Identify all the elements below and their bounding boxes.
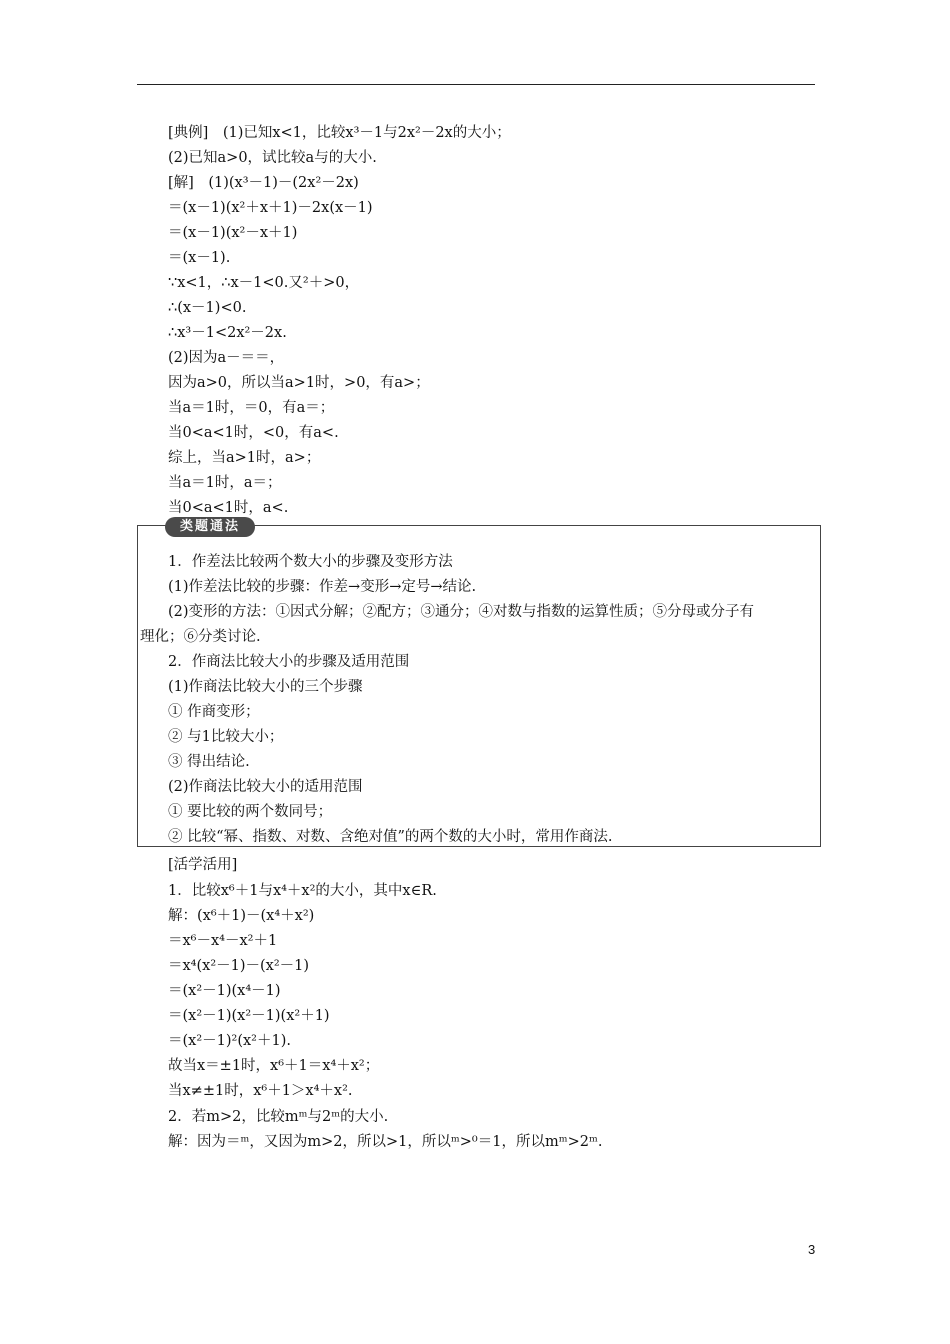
practice-line: 解：因为＝ᵐ，又因为m>2，所以>1，所以ᵐ>⁰＝1，所以mᵐ>2ᵐ. xyxy=(168,1134,603,1150)
summary-line: (2)作商法比较大小的适用范围 xyxy=(168,779,363,795)
summary-line: ② 与1比较大小； xyxy=(168,729,284,745)
example-line: 因为a>0，所以当a>1时，>0，有a>； xyxy=(168,375,430,391)
summary-line: ① 要比较的两个数同号； xyxy=(168,804,333,820)
practice-line: ＝(x²－1)(x⁴－1) xyxy=(168,983,281,999)
summary-line: (1)作差法比较的步骤：作差→变形→定号→结论. xyxy=(168,579,477,595)
summary-line: (1)作商法比较大小的三个步骤 xyxy=(168,679,363,695)
example-line: [典例] (1)已知x<1，比较x³－1与2x²－2x的大小； xyxy=(168,125,511,141)
summary-line: ③ 得出结论. xyxy=(168,754,250,770)
summary-line: ② 比较“幂、指数、对数、含绝对值”的两个数的大小时，常用作商法. xyxy=(168,829,613,845)
example-line: (2)已知a>0，试比较a与的大小. xyxy=(168,150,377,166)
summary-badge: 类题通法 xyxy=(165,517,255,537)
example-line: ＝(x－1)(x²－x＋1) xyxy=(168,225,298,241)
example-line: (2)因为a－＝＝， xyxy=(168,350,285,366)
example-line: 当a＝1时，a＝； xyxy=(168,475,282,491)
summary-line: 理化；⑥分类讨论. xyxy=(140,629,261,645)
example-line: 综上，当a>1时，a>； xyxy=(168,450,321,466)
example-line: 当0<a<1时，<0，有a<. xyxy=(168,425,339,441)
practice-line: 1．比较x⁶＋1与x⁴＋x²的大小，其中x∈R. xyxy=(168,883,437,899)
practice-line: [活学活用] xyxy=(168,857,238,873)
practice-line: ＝x⁶－x⁴－x²＋1 xyxy=(168,933,278,949)
summary-line: ① 作商变形； xyxy=(168,704,260,720)
summary-line: 1．作差法比较两个数大小的步骤及变形方法 xyxy=(168,554,453,570)
page-number: 3 xyxy=(808,1242,816,1257)
example-line: 当0<a<1时，a<. xyxy=(168,500,289,516)
practice-line: 当x≠±1时，x⁶＋1＞x⁴＋x². xyxy=(168,1083,353,1099)
summary-line: (2)变形的方法：①因式分解；②配方；③通分；④对数与指数的运算性质；⑤分母或分子有 xyxy=(168,604,755,620)
practice-line: 解：(x⁶＋1)－(x⁴＋x²) xyxy=(168,908,315,924)
example-line: ＝(x－1). xyxy=(168,250,231,266)
summary-line: 2．作商法比较大小的步骤及适用范围 xyxy=(168,654,410,670)
practice-line: ＝x⁴(x²－1)－(x²－1) xyxy=(168,958,310,974)
example-line: ∴x³－1<2x²－2x. xyxy=(168,325,287,341)
example-line: 当a＝1时，＝0，有a＝； xyxy=(168,400,335,416)
example-line: ∴(x－1)<0. xyxy=(168,300,247,316)
practice-line: ＝(x²－1)(x²－1)(x²＋1) xyxy=(168,1008,330,1024)
practice-line: 2．若m>2，比较mᵐ与2ᵐ的大小. xyxy=(168,1109,389,1125)
header-rule xyxy=(137,84,815,85)
practice-line: 故当x＝±1时，x⁶＋1＝x⁴＋x²； xyxy=(168,1058,380,1074)
example-line: [解] (1)(x³－1)－(2x²－2x) xyxy=(168,175,359,191)
example-line: ∵x<1，∴x－1<0.又²＋>0， xyxy=(168,275,360,291)
practice-line: ＝(x²－1)²(x²＋1). xyxy=(168,1033,291,1049)
example-line: ＝(x－1)(x²＋x＋1)－2x(x－1) xyxy=(168,200,373,216)
